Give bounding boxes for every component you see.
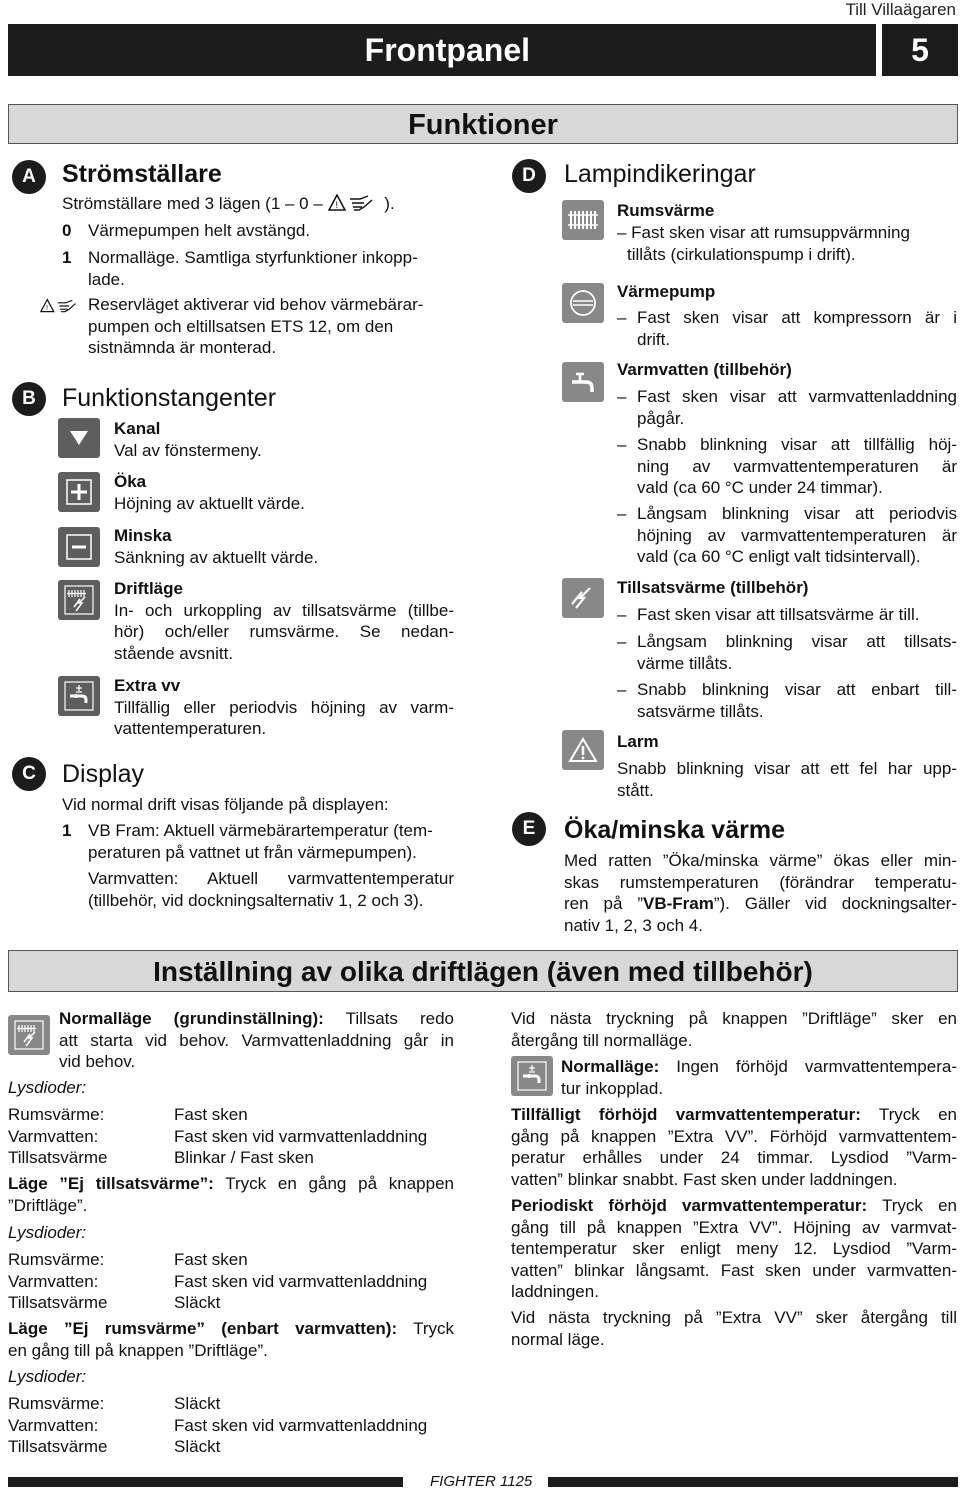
warning-hand-icon xyxy=(40,296,82,316)
radiator-icon xyxy=(562,200,604,240)
return-normal-text: Vid nästa tryckning på knappen ”Driftläge” sker en återgång till normalläge. xyxy=(511,1009,957,1050)
heatpump-icon xyxy=(562,283,604,323)
driftlage-key-icon[interactable] xyxy=(58,580,100,620)
hotwater-tap-icon xyxy=(562,362,604,402)
lamp-vv-1: – Fast sken visar att varmvattenladdning pågår. xyxy=(617,387,957,428)
lamp-rum-title: Rumsvärme xyxy=(617,201,715,220)
display-intro: Vid normal drift visas följande på displayen: xyxy=(62,795,389,814)
page-number: 5 xyxy=(882,24,958,76)
mode-ej-tillsats: Läge ”Ej tillsatsvärme”: Tryck en gång på knappen ”Driftläge”. xyxy=(8,1174,454,1215)
badge-a: A xyxy=(12,160,46,194)
switch-intro: Strömställare med 3 lägen (1 – 0 – ! ). xyxy=(62,194,395,213)
lamp-vp-text: – Fast sken visar att kompressorn är i drift. xyxy=(617,308,957,349)
driftlage-icon xyxy=(8,1015,50,1055)
footer-bar-left xyxy=(8,1477,403,1487)
extra-vv-key-icon[interactable] xyxy=(58,676,100,716)
key-kanal: Kanal Val av fönstermeny. xyxy=(114,419,262,460)
switch-item-0: 0 Värmepumpen helt avstängd. xyxy=(62,221,311,240)
plus-key-icon[interactable] xyxy=(58,472,100,512)
lamp-larm-text: Snabb blinkning visar att ett fel har upp- stått. xyxy=(617,759,957,800)
addheat-bolt-icon xyxy=(562,578,604,618)
display-num: 1 xyxy=(62,821,72,840)
lamp-rum-text: – Fast sken visar att rumsuppvärmning tillåts (cirkulationspump i drift). xyxy=(617,223,910,264)
badge-b: B xyxy=(12,382,46,416)
footer-model: FIGHTER 1125 xyxy=(430,1473,533,1490)
badge-c: C xyxy=(12,757,46,791)
normal-mode-text: Normalläge (grundinställning): Tillsats redo att starta vid behov. Varmvattenladdning går in vid behov. xyxy=(59,1009,454,1071)
display-p2: Varmvatten: Aktuell varmvattentemperatur (tillbehör, vid dockningsalternativ 1, 2 och 3). xyxy=(88,869,454,910)
lamp-ts-2: – Långsam blinkning visar att tillsats- värme tillåts. xyxy=(617,632,957,673)
key-extra-vv: Extra vv Tillfällig eller periodvis höjning av varm- vattentemperaturen. xyxy=(114,676,454,738)
lamp-vp-title: Värmepump xyxy=(617,282,716,301)
badge-e: E xyxy=(512,812,546,846)
lamp-ts-3: – Snabb blinkning visar att enbart till- satsvärme tillåts. xyxy=(617,680,957,721)
footer-bar-right xyxy=(548,1477,958,1487)
svg-text:!: ! xyxy=(46,303,49,313)
temp-hot-water-text: Tillfälligt förhöjd varmvattentemperatur: Tryck en gång på knappen ”Extra VV”. Förhöjd varmvattentem- peratur erhålles under 24 timmar. Lysdiod ”Varm- vatten” blinkar snabbt. Fast sken under laddningen. xyxy=(511,1105,958,1189)
oka-minska-text: Med ratten ”Öka/minska värme” ökas eller min- skas rumstemperaturen (förändrar temperatu- ren på ”VB-Fram”). Gäller vid dockningsalter- nativ 1, 2, 3 och 4. xyxy=(564,851,957,935)
lamp-ts-title: Tillsatsvärme (tillbehör) xyxy=(617,578,809,597)
reserve-text: Reservläget aktiverar vid behov värmebärar- pumpen och eltillsatsen ETS 12, om den sistnämnda är monterad. xyxy=(88,295,424,357)
section2-title: Inställning av olika driftlägen (även med tillbehör) xyxy=(8,950,958,992)
lamp-vv-2: – Snabb blinkning visar att tillfällig höj- ning av varmvattentemperaturen är vald (ca 60 °C under 24 timmar). xyxy=(617,435,957,497)
display-p1: VB Fram: Aktuell värmebärartemperatur (tem- peraturen på vattnet ut från värmepumpen). xyxy=(88,821,433,862)
heading-display: Display xyxy=(62,760,144,788)
kanal-key-icon[interactable] xyxy=(58,418,100,458)
lamp-vv-title: Varmvatten (tillbehör) xyxy=(617,360,792,379)
lamp-larm-title: Larm xyxy=(617,732,659,751)
led-group-2: Rumsvärme: Fast sken Varmvatten: Fast sken vid varmvattenladdning Tillsatsvärme Släckt xyxy=(8,1250,428,1312)
led-group-3: Rumsvärme: Släckt Varmvatten: Fast sken vid varmvattenladdning Tillsatsvärme Släckt xyxy=(8,1394,428,1456)
leds-label-3: Lysdioder: xyxy=(8,1367,87,1386)
heading-lampindikeringar: Lampindikeringar xyxy=(564,160,756,188)
leds-label-2: Lysdioder: xyxy=(8,1223,87,1242)
extra-vv-icon xyxy=(511,1056,553,1096)
lamp-vv-3: – Långsam blinkning visar att periodvis höjning av varmvattentemperaturen är vald (ca 60 °C enligt valt tidsintervall). xyxy=(617,504,957,566)
return-extra-vv-text: Vid nästa tryckning på ”Extra VV” sker återgång till normal läge. xyxy=(511,1308,957,1349)
periodic-hot-water-text: Periodiskt förhöjd varmvattentemperatur: Tryck en gång till på knappen ”Extra VV”. Höjning av varmvat- tentemperatur sker enligt meny 12. Lysdiod ”Varm- vatten” blinkar långsamt. Fast sken under varmvatten- laddningen. xyxy=(511,1196,957,1301)
normal-vv-text: Normalläge: Ingen förhöjd varmvattentempera- tur inkopplad. xyxy=(561,1057,957,1098)
leds-label-1: Lysdioder: xyxy=(8,1078,87,1097)
heading-funktionstangenter: Funktionstangenter xyxy=(62,384,277,412)
mode-ej-rumsvarme: Läge ”Ej rumsvärme” (enbart varmvatten): Tryck en gång till på knappen ”Driftläge”. xyxy=(8,1319,454,1360)
heading-oka-minska: Öka/minska värme xyxy=(564,816,785,844)
key-minska: Minska Sänkning av aktuellt värde. xyxy=(114,526,319,567)
svg-text:!: ! xyxy=(335,200,338,210)
key-driftlage: Driftläge In- och urkoppling av tillsatsvärme (tillbe- hör) och/eller rumsvärme. Se nedan- stående avsnitt. xyxy=(114,579,454,663)
switch-item-1: 1 Normalläge. Samtliga styrfunktioner inkopp- lade. xyxy=(62,248,418,289)
lamp-ts-1: – Fast sken visar att tillsatsvärme är till. xyxy=(617,605,920,624)
minus-key-icon[interactable] xyxy=(58,527,100,567)
alarm-warning-icon xyxy=(562,730,604,770)
section-title: Funktioner xyxy=(8,104,958,144)
page-title: Frontpanel xyxy=(8,24,876,76)
top-right-label: Till Villaägaren xyxy=(845,0,956,19)
badge-d: D xyxy=(512,159,546,193)
warning-hand-icon xyxy=(328,194,380,212)
key-oka: Öka Höjning av aktuellt värde. xyxy=(114,472,305,513)
heading-stromstallare: Strömställare xyxy=(62,160,222,188)
led-group-1: Rumsvärme: Fast sken Varmvatten: Fast sken vid varmvattenladdning Tillsatsvärme Blinkar / Fast sken xyxy=(8,1105,428,1167)
